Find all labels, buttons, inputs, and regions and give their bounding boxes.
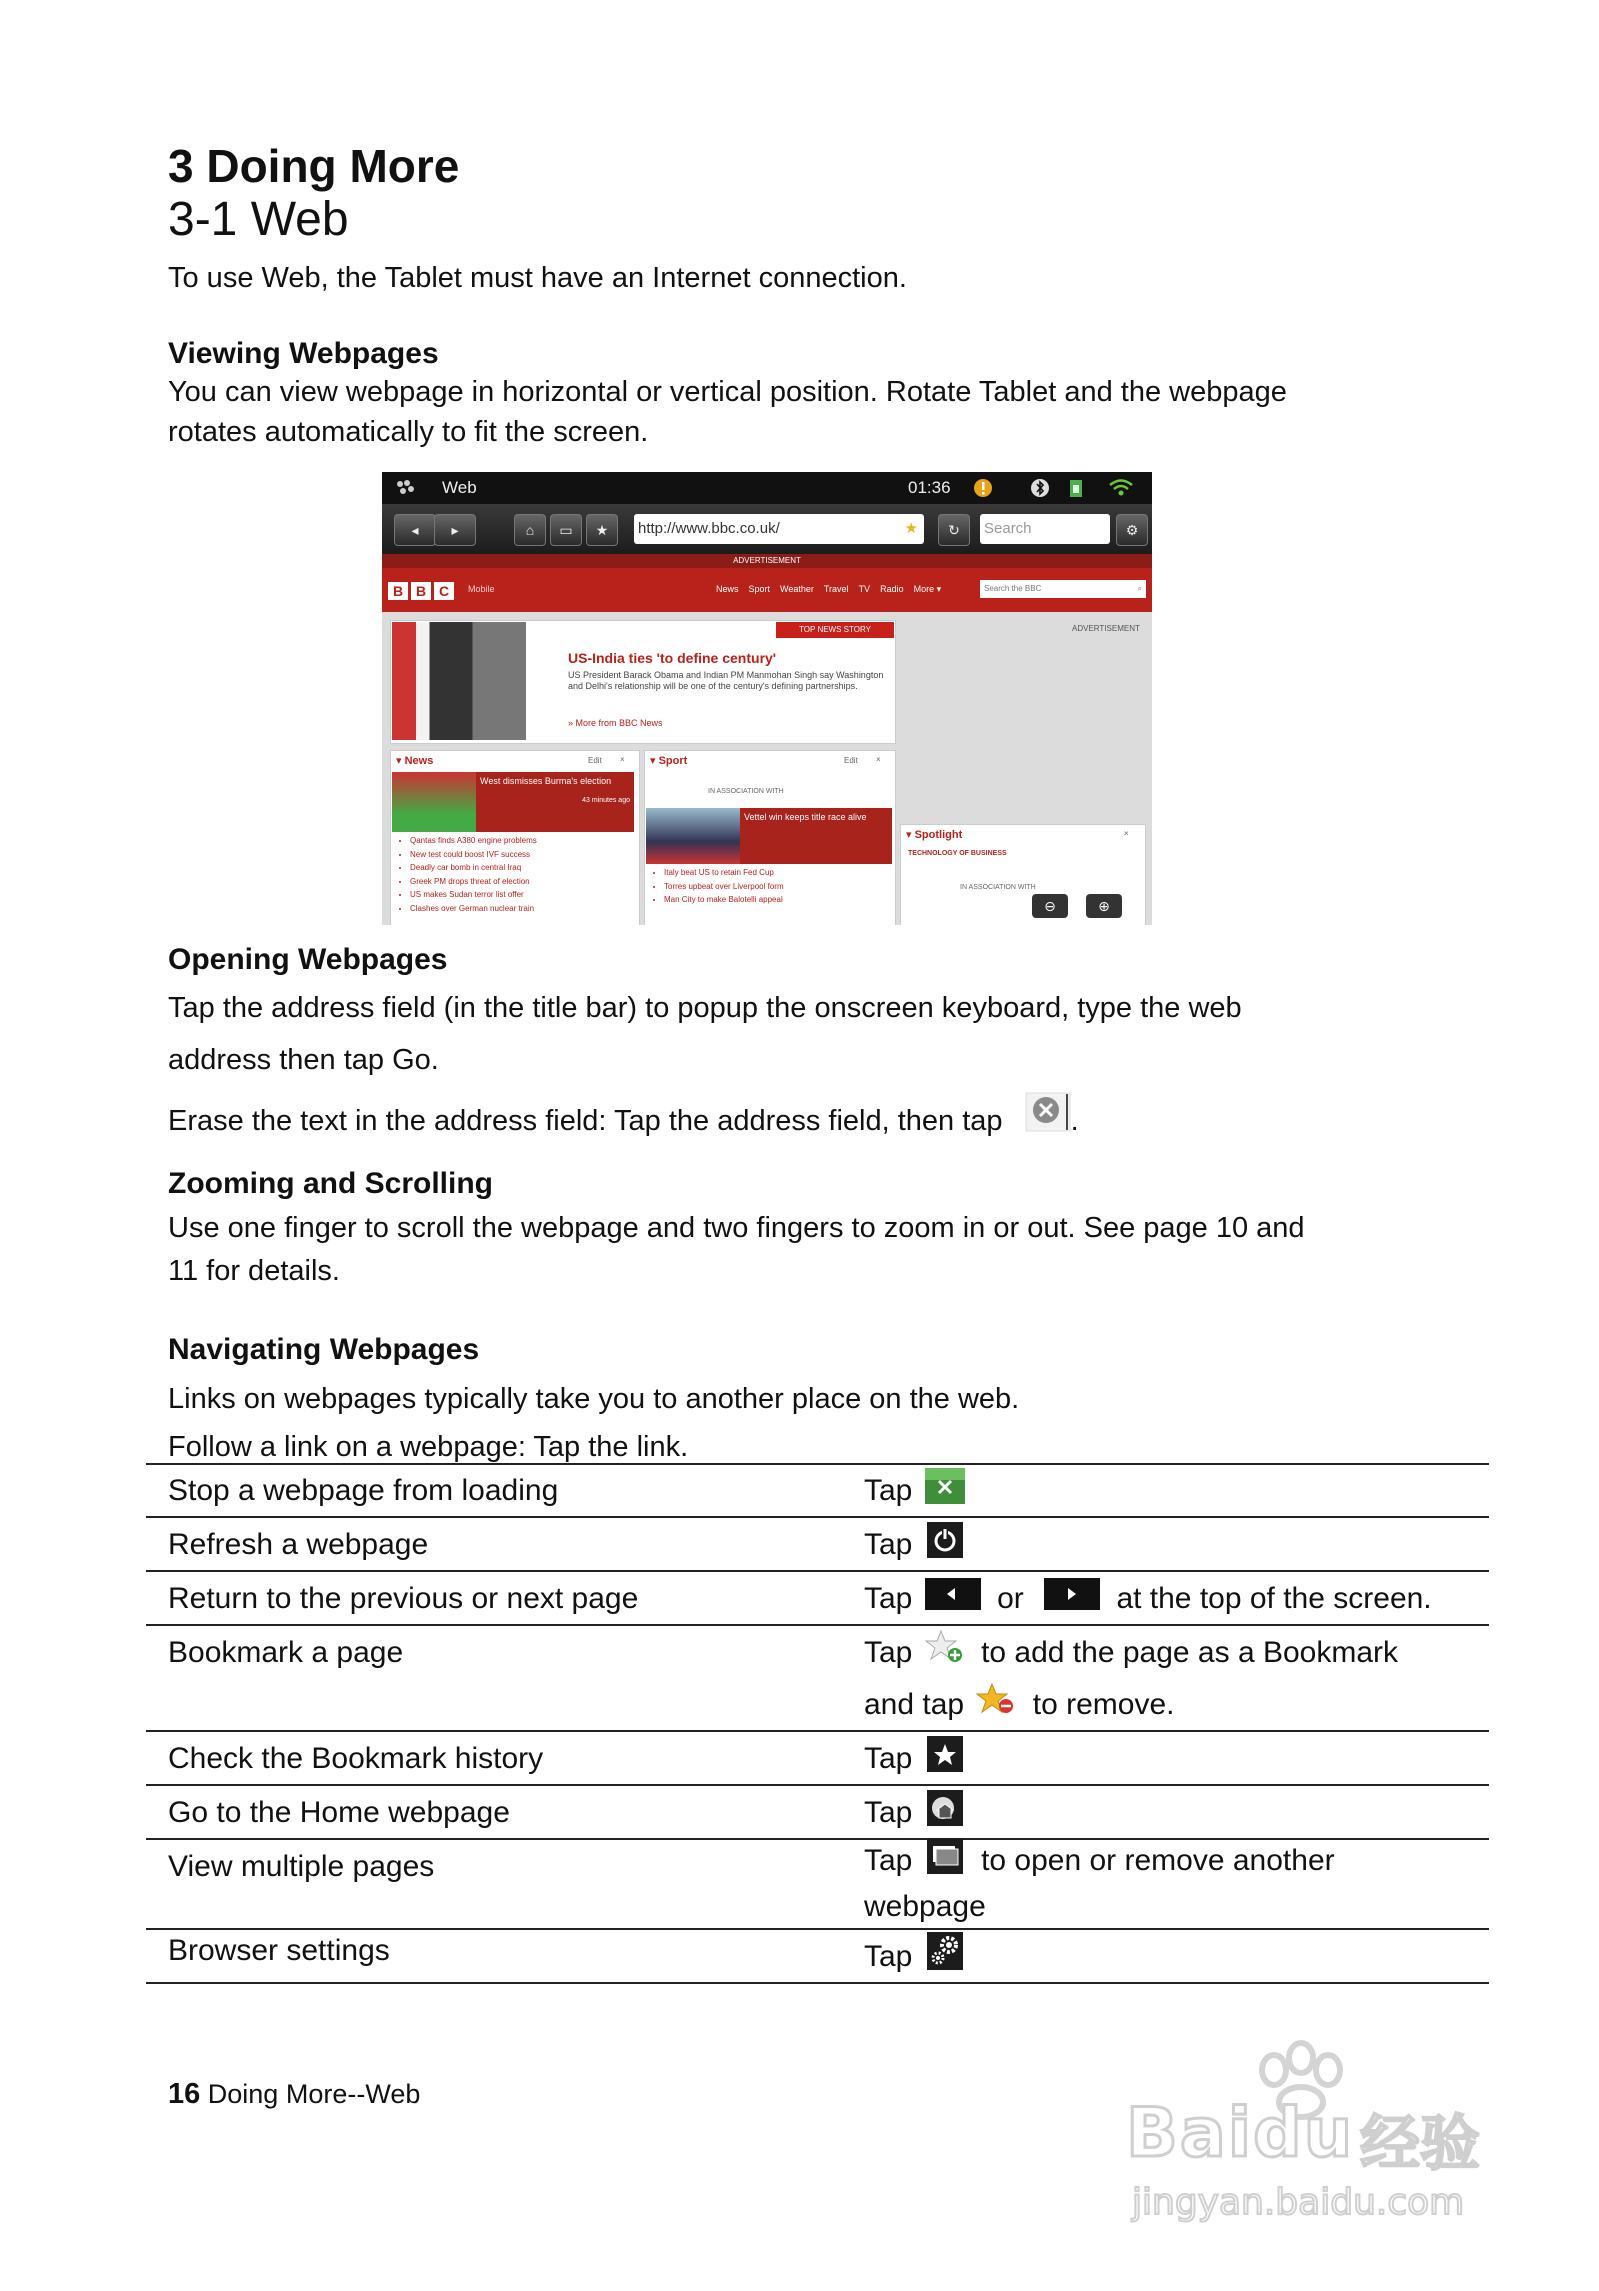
news-edit-link[interactable]: Edit xyxy=(588,756,602,765)
news-widget-title-text: News xyxy=(404,755,434,767)
forward-button[interactable] xyxy=(434,514,476,546)
table-row-home-instruction xyxy=(864,1796,973,1830)
sport-feature-photo xyxy=(646,808,740,864)
app-name: Web xyxy=(442,478,477,497)
sport-feature-title: Vettel win keeps title race alive xyxy=(744,812,867,822)
navigating-line-1: Links on webpages typically take you to another place on the web. xyxy=(168,1383,1020,1415)
table-rule xyxy=(146,1463,1489,1465)
sport-feature-box[interactable] xyxy=(740,808,892,864)
bbc-logo-letter-1: B xyxy=(388,582,408,600)
spotlight-association: IN ASSOCIATION WITH xyxy=(960,884,1036,891)
more-news-link[interactable]: » More from BBC News xyxy=(568,718,663,728)
page-footer xyxy=(168,2078,420,2111)
table-rule xyxy=(146,1730,1489,1732)
news-item-1[interactable]: • Qantas finds A380 engine problems xyxy=(410,834,537,848)
page-number: 16 xyxy=(168,2078,201,2110)
alert-icon xyxy=(972,477,994,504)
table-row-settings-action: Browser settings xyxy=(168,1934,390,1967)
back-button[interactable] xyxy=(394,514,436,546)
sport-association: IN ASSOCIATION WITH xyxy=(708,788,784,795)
bbc-search-input[interactable] xyxy=(980,580,1146,598)
table-row-navigation-instruction xyxy=(864,1582,1432,1616)
news-widget-title: ▾ News xyxy=(396,755,434,767)
watermark-url: jingyan.baidu.com xyxy=(1132,2182,1465,2223)
opening-line-3-end: . xyxy=(1070,1105,1079,1137)
tap-label: Tap xyxy=(864,1582,913,1615)
tap-label: Tap xyxy=(864,1940,913,1973)
sport-widget-title-text: Sport xyxy=(658,755,688,767)
refresh-icon: ↻ xyxy=(948,522,960,538)
top-story-headline[interactable]: US-India ties 'to define century' xyxy=(568,650,777,666)
news-feature-photo xyxy=(392,772,476,832)
news-feature-title: West dismisses Burma's election xyxy=(480,776,612,786)
tap-label: Tap xyxy=(864,1528,913,1561)
navigation-suffix: at the top of the screen. xyxy=(1116,1582,1432,1615)
zooming-heading: Zooming and Scrolling xyxy=(168,1167,493,1200)
table-rule xyxy=(146,1982,1489,1984)
zoom-in-button[interactable] xyxy=(1086,894,1122,918)
pages-suffix: to open or remove another xyxy=(981,1844,1335,1877)
refresh-icon xyxy=(925,1522,965,1556)
watermark-brand-du: du xyxy=(1253,2094,1355,2173)
star-icon: ★ xyxy=(595,522,609,538)
news-list xyxy=(396,834,537,915)
intro-text: To use Web, the Tablet must have an Internet connection. xyxy=(168,262,907,294)
address-text: http://www.bbc.co.uk/ xyxy=(638,520,780,537)
watermark-brand-bai: Bai xyxy=(1126,2094,1254,2173)
news-item-3[interactable]: • Deadly car bomb in central Iraq xyxy=(410,861,537,875)
nav-sport[interactable]: Sport xyxy=(748,584,771,594)
top-news-label: TOP NEWS STORY xyxy=(776,622,894,638)
news-feature-box[interactable] xyxy=(476,772,634,832)
search-field[interactable] xyxy=(980,514,1110,544)
tap-label: Tap xyxy=(864,1474,913,1507)
table-row-history-instruction xyxy=(864,1742,973,1776)
opening-line-1: Tap the address field (in the title bar) to popup the onscreen keyboard, type the web xyxy=(168,992,1242,1024)
sport-item-2[interactable]: • Torres upbeat over Liverpool form xyxy=(664,880,784,894)
bluetooth-icon xyxy=(1030,477,1050,504)
stop-icon xyxy=(925,1468,965,1502)
bookmark-line-2-suffix: to remove. xyxy=(1032,1688,1175,1721)
spotlight-widget-title: ▾ Spotlight xyxy=(906,829,963,841)
gear-icon xyxy=(925,1932,965,1966)
table-row-history-action: Check the Bookmark history xyxy=(168,1742,544,1775)
opening-line-3 xyxy=(168,1092,1448,1143)
app-logo-icon xyxy=(394,478,416,503)
table-row-bookmark-action: Bookmark a page xyxy=(168,1636,404,1669)
navigating-heading: Navigating Webpages xyxy=(168,1333,480,1366)
chapter-title: 3 Doing More xyxy=(168,140,460,192)
table-rule xyxy=(146,1624,1489,1626)
sport-close-icon[interactable]: × xyxy=(876,755,881,764)
table-rule xyxy=(146,1570,1489,1572)
top-story-blurb: US President Barack Obama and Indian PM Manmohan Singh say Washington and Delhi's relationship will be one of the century's defining partnerships. xyxy=(568,670,884,691)
bbc-header xyxy=(382,568,1152,612)
section-title: 3-1 Web xyxy=(168,193,349,246)
table-rule xyxy=(146,1928,1489,1930)
clear-text-icon xyxy=(1025,1092,1071,1143)
zoom-out-button[interactable] xyxy=(1032,894,1068,918)
sport-item-3[interactable]: • Man City to make Balotelli appeal xyxy=(664,893,784,907)
table-row-settings-instruction xyxy=(864,1940,973,1974)
zooming-line-1: Use one finger to scroll the webpage and two fingers to zoom in or out. See page 10 and xyxy=(168,1212,1305,1244)
nav-tv[interactable]: TV xyxy=(858,584,871,594)
bbc-logo-letter-3: C xyxy=(434,582,454,600)
news-item-4[interactable]: • Greek PM drops threat of election xyxy=(410,875,537,889)
table-row-refresh-action: Refresh a webpage xyxy=(168,1528,429,1561)
zoom-in-icon: ⊕ xyxy=(1098,898,1110,914)
opening-heading: Opening Webpages xyxy=(168,943,448,976)
news-item-2[interactable]: • New test could boost IVF success xyxy=(410,848,537,862)
status-clock: 01:36 xyxy=(908,478,951,497)
bookmarks-star-icon xyxy=(925,1736,965,1770)
table-rule xyxy=(146,1784,1489,1786)
status-bar xyxy=(382,472,1152,504)
pages-icon xyxy=(925,1838,965,1872)
table-rule xyxy=(146,1838,1489,1840)
nav-more[interactable]: More ▾ xyxy=(913,584,942,594)
table-rule xyxy=(146,1516,1489,1518)
zooming-line-2: 11 for details. xyxy=(168,1255,340,1287)
spotlight-widget-title-text: Spotlight xyxy=(914,829,963,841)
wifi-icon xyxy=(1108,478,1134,503)
news-feature-time: 43 minutes ago xyxy=(582,797,630,804)
baidu-watermark xyxy=(1126,2040,1486,2240)
forward-icon: ▸ xyxy=(451,522,459,538)
sport-edit-link[interactable]: Edit xyxy=(844,756,858,765)
top-story-photo xyxy=(392,622,526,740)
tap-label: Tap xyxy=(864,1796,913,1829)
news-item-5[interactable]: • US makes Sudan terror list offer xyxy=(410,888,537,902)
pages-button[interactable] xyxy=(550,514,582,546)
sport-item-1[interactable]: • Italy beat US to retain Fed Cup xyxy=(664,866,784,880)
browser-toolbar xyxy=(382,504,1152,554)
tap-label: Tap xyxy=(864,1844,913,1877)
nav-radio[interactable]: Radio xyxy=(880,584,904,594)
back-icon: ◂ xyxy=(411,522,419,538)
sd-card-icon xyxy=(1068,477,1084,504)
bookmark-line-2-prefix: and tap xyxy=(864,1688,965,1721)
gear-icon: ⚙ xyxy=(1125,522,1139,538)
opening-line-2: address then tap Go. xyxy=(168,1044,439,1076)
sport-widget-title: ▾ Sport xyxy=(650,755,688,767)
news-item-6[interactable]: • Clashes over German nuclear train xyxy=(410,902,537,916)
table-row-bookmark-instruction-line-2 xyxy=(864,1688,1175,1722)
news-close-icon[interactable]: × xyxy=(620,755,625,764)
tap-label: Tap xyxy=(864,1742,913,1775)
opening-line-3-text: Erase the text in the address field: Tap the address field, then tap xyxy=(168,1105,1003,1137)
spotlight-close-icon[interactable]: × xyxy=(1124,829,1129,838)
or-label: or xyxy=(997,1582,1024,1615)
bookmark-suffix: to add the page as a Bookmark xyxy=(981,1636,1399,1669)
spotlight-subtitle: TECHNOLOGY OF BUSINESS xyxy=(908,850,1007,857)
viewing-line-2: rotates automatically to fit the screen. xyxy=(168,416,649,448)
ad-bar: ADVERTISEMENT xyxy=(382,554,1152,568)
search-icon: ⌕ xyxy=(1137,584,1142,593)
footer-label: Doing More--Web xyxy=(207,2079,421,2109)
table-row-stop-instruction xyxy=(864,1474,973,1508)
add-bookmark-icon[interactable]: ★ xyxy=(904,520,918,537)
viewing-heading: Viewing Webpages xyxy=(168,337,439,370)
home-button[interactable] xyxy=(514,514,546,546)
remove-bookmark-icon xyxy=(976,1682,1016,1716)
back-arrow-icon xyxy=(925,1578,981,1612)
side-ad-label: ADVERTISEMENT xyxy=(1072,624,1140,633)
nav-travel[interactable]: Travel xyxy=(823,584,849,594)
table-row-pages-action: View multiple pages xyxy=(168,1850,435,1883)
refresh-button[interactable] xyxy=(938,514,970,546)
bbc-logo[interactable] xyxy=(388,582,457,601)
address-field[interactable] xyxy=(634,514,924,544)
pages-icon: ▭ xyxy=(559,522,573,538)
forward-arrow-icon xyxy=(1044,1578,1100,1612)
watermark-cn: 经验 xyxy=(1360,2109,1480,2179)
pages-line-2: webpage xyxy=(864,1890,986,1923)
search-placeholder: Search xyxy=(984,520,1032,537)
table-row-pages-instruction xyxy=(864,1844,1335,1878)
table-row-home-action: Go to the Home webpage xyxy=(168,1796,510,1829)
table-row-refresh-instruction xyxy=(864,1528,973,1562)
table-row-bookmark-instruction xyxy=(864,1636,1398,1670)
bbc-mobile-label: Mobile xyxy=(468,584,495,594)
zoom-out-icon: ⊖ xyxy=(1044,898,1056,914)
browser-screenshot xyxy=(382,472,1152,925)
bbc-logo-letter-2: B xyxy=(411,582,431,600)
bookmarks-button[interactable] xyxy=(586,514,618,546)
home-icon xyxy=(925,1790,965,1824)
settings-button[interactable] xyxy=(1116,514,1148,546)
home-icon: ⌂ xyxy=(525,522,535,538)
add-bookmark-icon xyxy=(925,1629,965,1663)
tap-label: Tap xyxy=(864,1636,913,1669)
navigating-line-2: Follow a link on a webpage: Tap the link. xyxy=(168,1431,689,1463)
nav-news[interactable]: News xyxy=(716,584,739,594)
nav-weather[interactable]: Weather xyxy=(780,584,814,594)
watermark-brand xyxy=(1126,2094,1354,2173)
bbc-search-placeholder: Search the BBC xyxy=(984,584,1042,593)
viewing-line-1: You can view webpage in horizontal or vertical position. Rotate Tablet and the webpage xyxy=(168,376,1287,408)
bbc-nav xyxy=(716,584,951,595)
sport-list xyxy=(650,866,784,907)
table-row-stop-action: Stop a webpage from loading xyxy=(168,1474,559,1507)
table-row-navigation-action: Return to the previous or next page xyxy=(168,1582,639,1615)
